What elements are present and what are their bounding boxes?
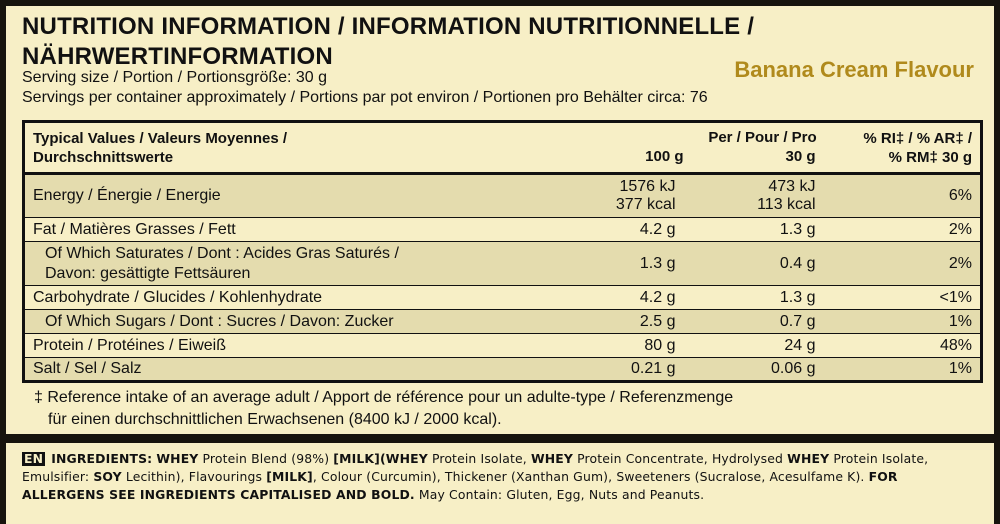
ingr-text-5: Protein Isolate,: [833, 451, 929, 466]
cell-ri: 2%: [948, 254, 972, 272]
table-row: [24, 286, 982, 310]
title-line-2: NÄHRWERTINFORMATION: [22, 43, 333, 70]
cell-label1: Fat / Matières Grasses / Fett: [33, 220, 236, 238]
cell-label1: Energy / Énergie / Energie: [33, 187, 221, 204]
ingr-text-7: Lecithin), Flavourings: [125, 469, 263, 484]
ingr-paren: (: [379, 451, 386, 466]
col-ri-line-1: % RI‡ / % AR‡ /: [863, 129, 972, 147]
table-row: [24, 242, 982, 286]
footnote-line-2: für einen durchschnittlichen Erwachsenen (8400 kJ / 2000 kcal).: [48, 411, 502, 428]
servings-per-container: Servings per container approximately / Portions par pot environ / Portionen pro Behälter circa: 76: [22, 89, 708, 106]
allergen-whey: WHEY: [787, 451, 830, 466]
allergen-note: ALLERGENS SEE INGREDIENTS CAPITALISED AND BOLD.: [22, 487, 415, 502]
cell-v100_1: 1.3 g: [639, 254, 676, 272]
allergen-note-start: FOR: [868, 469, 898, 484]
table-row: [24, 174, 982, 218]
col-per: Per / Pour / Pro: [708, 129, 817, 146]
cell-v30_2: 113 kcal: [757, 196, 816, 213]
cell-v100_1: 80 g: [644, 336, 676, 354]
cell-v30_1: 0.7 g: [779, 312, 816, 330]
col-label-line-1: Typical Values / Valeurs Moyennes /: [33, 129, 288, 147]
col-ri-line-2: % RM‡ 30 g: [888, 148, 972, 166]
cell-v30_1: 0.06 g: [771, 360, 816, 377]
ingr-text-3: Protein Isolate,: [431, 451, 527, 466]
col-30g: 30 g: [785, 148, 816, 165]
cell-v100_1: 0.21 g: [631, 360, 676, 377]
allergen-whey: WHEY: [530, 451, 574, 466]
language-badge: EN: [24, 451, 44, 466]
table-row: [24, 358, 982, 382]
cell-v30_1: 1.3 g: [779, 288, 816, 306]
cell-label1: Salt / Sel / Salz: [33, 360, 142, 377]
col-100g: 100 g: [645, 148, 684, 165]
cell-ri: 1%: [948, 360, 972, 377]
cell-label1: Carbohydrate / Glucides / Kohlenhydrate: [33, 288, 323, 306]
allergen-milk: [MILK]: [266, 469, 313, 484]
cell-ri: 6%: [948, 187, 972, 204]
allergen-whey: WHEY: [385, 451, 428, 466]
title-line-1: NUTRITION INFORMATION / INFORMATION NUTRITIONNELLE /: [22, 13, 755, 40]
cell-v100_1: 2.5 g: [639, 312, 676, 330]
cell-v30_1: 1.3 g: [779, 220, 816, 238]
ingr-text-1: Protein Blend (98%): [202, 451, 330, 466]
allergen-whey: WHEY: [156, 451, 199, 466]
cell-v100_1: 1576 kJ: [619, 178, 676, 195]
cell-ri: 1%: [948, 312, 972, 330]
flavour-label: Banana Cream Flavour: [734, 57, 974, 82]
cell-label1: Protein / Protéines / Eiweiß: [33, 336, 226, 354]
may-contain: May Contain: Gluten, Egg, Nuts and Peanuts.: [418, 487, 705, 502]
cell-label2: Davon: gesättigte Fettsäuren: [45, 264, 251, 282]
serving-size: Serving size / Portion / Portionsgröße: 30 g: [22, 69, 328, 86]
cell-v30_1: 473 kJ: [768, 178, 816, 195]
footnote: [34, 387, 733, 431]
allergen-soy: SOY: [93, 469, 122, 484]
ingredients-label: INGREDIENTS:: [51, 451, 153, 466]
cell-ri: <1%: [939, 288, 972, 306]
col-label-line-2: Durchschnittswerte: [33, 148, 174, 166]
cell-v100_2: 377 kcal: [615, 196, 676, 213]
cell-v100_1: 4.2 g: [639, 288, 676, 306]
table-header: [24, 122, 982, 174]
nutrition-panel: [6, 6, 994, 434]
table-row: [24, 334, 982, 358]
ingr-text-4: Protein Concentrate, Hydrolysed: [577, 451, 784, 466]
ingr-text-6: Emulsifier:: [22, 469, 90, 484]
page-title: [22, 12, 754, 72]
footnote-line-1: ‡ Reference intake of an average adult / Apport de référence pour un adulte-type / Referenzmenge: [34, 389, 734, 406]
table-row: [24, 310, 982, 334]
nutrition-table: [22, 120, 983, 383]
cell-v100_1: 4.2 g: [639, 220, 676, 238]
ingredients-panel: [6, 443, 994, 524]
table-row: [24, 218, 982, 242]
cell-v30_1: 0.4 g: [779, 254, 816, 272]
cell-label1: Of Which Saturates / Dont : Acides Gras Saturés /: [45, 244, 399, 262]
cell-v30_1: 24 g: [784, 336, 816, 354]
cell-ri: 2%: [948, 220, 972, 238]
cell-label1: Of Which Sugars / Dont : Sucres / Davon: Zucker: [45, 312, 394, 330]
allergen-milk: [MILK]: [333, 451, 380, 466]
ingredients-text: [22, 450, 982, 504]
cell-ri: 48%: [939, 336, 972, 354]
ingr-text-8: , Colour (Curcumin), Thickener (Xanthan Gum), Sweeteners (Sucralose, Acesulfame K).: [312, 469, 865, 484]
